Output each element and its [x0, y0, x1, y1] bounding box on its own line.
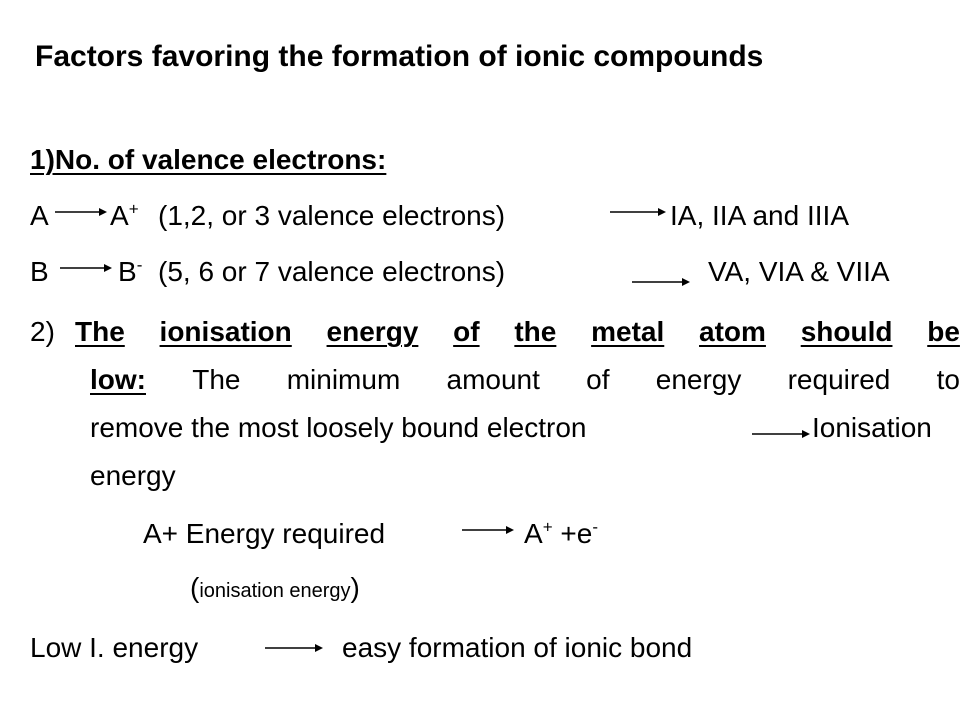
- line-a-groups: IA, IIA and IIIA: [670, 200, 849, 231]
- definition-result: Ionisation: [812, 412, 932, 443]
- definition-word: of: [586, 364, 610, 395]
- heading-word: be: [927, 316, 960, 347]
- ionic-bond-result: easy formation of ionic bond: [342, 632, 693, 663]
- section-1-heading: 1)No. of valence electrons:: [30, 144, 387, 175]
- arrow-icon: [265, 642, 323, 654]
- definition-word: amount: [446, 364, 540, 395]
- line-a-left: A: [30, 200, 49, 231]
- arrow-icon: [60, 262, 112, 274]
- equation-note: (ionisation energy): [190, 572, 360, 603]
- line-b-desc: (5, 6 or 7 valence electrons): [158, 256, 506, 287]
- definition-word: minimum: [286, 364, 401, 395]
- heading-word: ionisation: [159, 316, 292, 347]
- line-b-groups: VA, VIA & VIIA: [708, 256, 890, 287]
- heading-word: metal: [591, 316, 665, 347]
- line-a-ion: A+: [110, 199, 139, 231]
- low-label: low:: [90, 364, 146, 395]
- definition-word: to: [936, 364, 960, 395]
- line-b-ion: B-: [118, 255, 143, 287]
- heading-word: of: [453, 316, 480, 347]
- line-a-desc: (1,2, or 3 valence electrons): [158, 200, 506, 231]
- line-b-left: B: [30, 256, 49, 287]
- section-2-definition-line: [90, 366, 960, 394]
- equation-left: A+ Energy required: [143, 518, 386, 549]
- arrow-icon: [462, 524, 514, 536]
- heading-word: should: [800, 316, 893, 347]
- arrow-icon: [632, 276, 690, 288]
- heading-word: atom: [699, 316, 766, 347]
- definition-line-4: energy: [90, 460, 176, 491]
- section-2-number: 2): [30, 316, 55, 347]
- heading-word: the: [514, 316, 557, 347]
- definition-word: required: [787, 364, 891, 395]
- low-energy-label: Low I. energy: [30, 632, 199, 663]
- slide-title: Factors favoring the formation of ionic compounds: [35, 40, 764, 73]
- heading-word: The: [75, 316, 125, 347]
- arrow-icon: [610, 206, 666, 218]
- definition-word: The: [192, 364, 241, 395]
- arrow-icon: [55, 206, 107, 218]
- heading-word: energy: [326, 316, 419, 347]
- section-2-heading-line: [75, 318, 960, 346]
- definition-line-3: remove the most loosely bound electron: [90, 412, 587, 443]
- arrow-icon: [752, 428, 810, 440]
- definition-word: energy: [655, 364, 742, 395]
- equation-right: A+ +e-: [524, 517, 599, 549]
